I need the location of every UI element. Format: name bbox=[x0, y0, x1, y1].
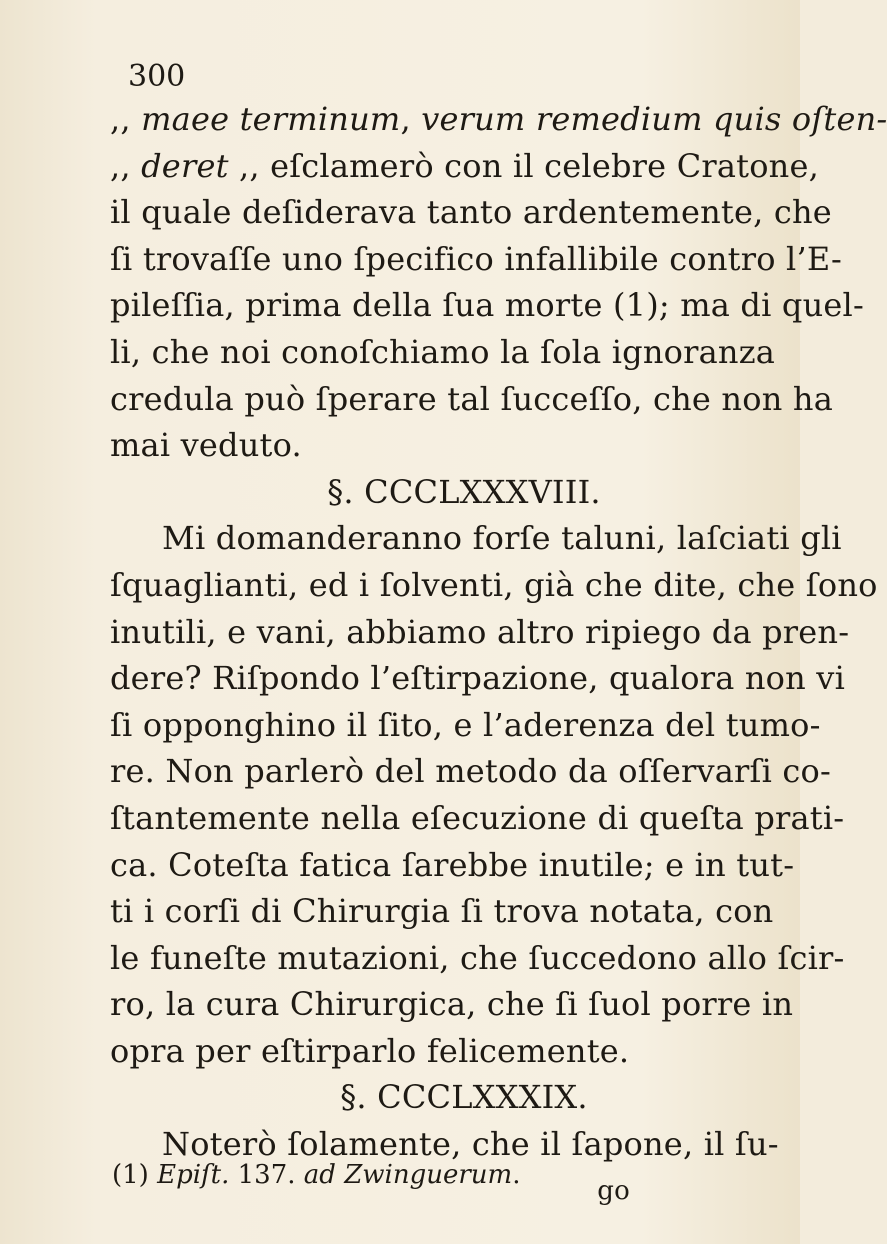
text-line bbox=[110, 842, 795, 889]
text-run: ro, la cura Chirurgica, che ſi ſuol porre in bbox=[110, 985, 794, 1024]
italic-text: Epiſt. bbox=[157, 1160, 230, 1190]
text-line bbox=[110, 702, 821, 749]
text-run: ſi trovaſſe uno ſpecifico infallibile contro l’E- bbox=[110, 239, 843, 278]
italic-text: deret bbox=[141, 146, 229, 185]
text-line bbox=[110, 562, 878, 609]
text-run: ſi opponghino il ſito, e l’aderenza del tumo- bbox=[110, 705, 821, 744]
text-line bbox=[110, 143, 819, 190]
text-line bbox=[110, 96, 887, 143]
italic-text: verum remedium quis oſten- bbox=[421, 100, 887, 138]
text-run: ſquaglianti, ed i ſolventi, già che dite, che ſono bbox=[110, 565, 878, 604]
text-run: pileſſia, prima della ſua morte (1); ma di quel- bbox=[110, 286, 865, 325]
text-run: li, che noi conoſchiamo la ſola ignoranza bbox=[110, 332, 776, 371]
text-run: 137. bbox=[229, 1160, 304, 1190]
text-run: . bbox=[512, 1160, 521, 1190]
italic-text: ad Zwinguerum bbox=[303, 1160, 513, 1190]
text-line bbox=[110, 189, 832, 236]
text-run: Mi domanderanno forſe taluni, laſciati gli bbox=[162, 519, 842, 558]
text-run: ,, eſclamerò con il celebre Cratone, bbox=[228, 146, 819, 185]
text-run: go bbox=[597, 1175, 630, 1206]
text-run: le funeſte mutazioni, che ſuccedono allo ſcir- bbox=[110, 938, 845, 977]
text-run: inutili, e vani, abbiamo altro ripiego da pren- bbox=[110, 612, 850, 651]
text-line bbox=[110, 376, 833, 423]
text-line bbox=[110, 282, 865, 329]
text-run: credula può ſperare tal ſucceſſo, che non ha bbox=[110, 379, 833, 418]
text-run: re. Non parlerò del metodo da oſſervarſi co- bbox=[110, 752, 831, 791]
text-run: Noterò ſolamente, che il ſapone, il ſu- bbox=[162, 1125, 779, 1164]
section-heading bbox=[110, 1074, 770, 1121]
text-line bbox=[110, 515, 842, 562]
text-run: il quale deſiderava tanto ardentemente, che bbox=[110, 193, 832, 232]
text-run: ti i corſi di Chirurgia ſi trova notata, con bbox=[110, 892, 774, 931]
body-text bbox=[110, 96, 887, 1214]
section-heading bbox=[110, 469, 770, 516]
text-run: ,, bbox=[110, 100, 142, 138]
page-number: 300 bbox=[128, 59, 186, 94]
text-run: opra per eſtirparlo felicemente. bbox=[110, 1031, 630, 1070]
text-run: ca. Coteſta fatica ſarebbe inutile; e in tut- bbox=[110, 845, 795, 884]
text-line bbox=[110, 888, 774, 935]
text-line bbox=[110, 1028, 770, 1075]
text-line bbox=[110, 795, 845, 842]
text-line bbox=[110, 609, 850, 656]
text-run: ,, bbox=[110, 146, 142, 185]
text-run: mai veduto. bbox=[110, 426, 302, 465]
text-run: (1) bbox=[112, 1160, 158, 1190]
text-line bbox=[110, 748, 831, 795]
text-line bbox=[110, 329, 776, 376]
text-line bbox=[110, 935, 845, 982]
text-line bbox=[110, 655, 846, 702]
text-run: §. CCCLXXXVIII. bbox=[327, 472, 601, 511]
text-run: §. CCCLXXXIX. bbox=[340, 1078, 588, 1117]
italic-text: maee terminum bbox=[141, 100, 401, 138]
footnote bbox=[112, 1160, 520, 1190]
text-line bbox=[110, 422, 770, 469]
text-line bbox=[110, 236, 843, 283]
text-line bbox=[110, 981, 794, 1028]
text-run: ſtantemente nella eſecuzione di queſta prati- bbox=[110, 798, 845, 837]
text-run: , bbox=[400, 100, 422, 138]
text-run: dere? Riſpondo l’eſtirpazione, qualora non vi bbox=[110, 659, 846, 698]
